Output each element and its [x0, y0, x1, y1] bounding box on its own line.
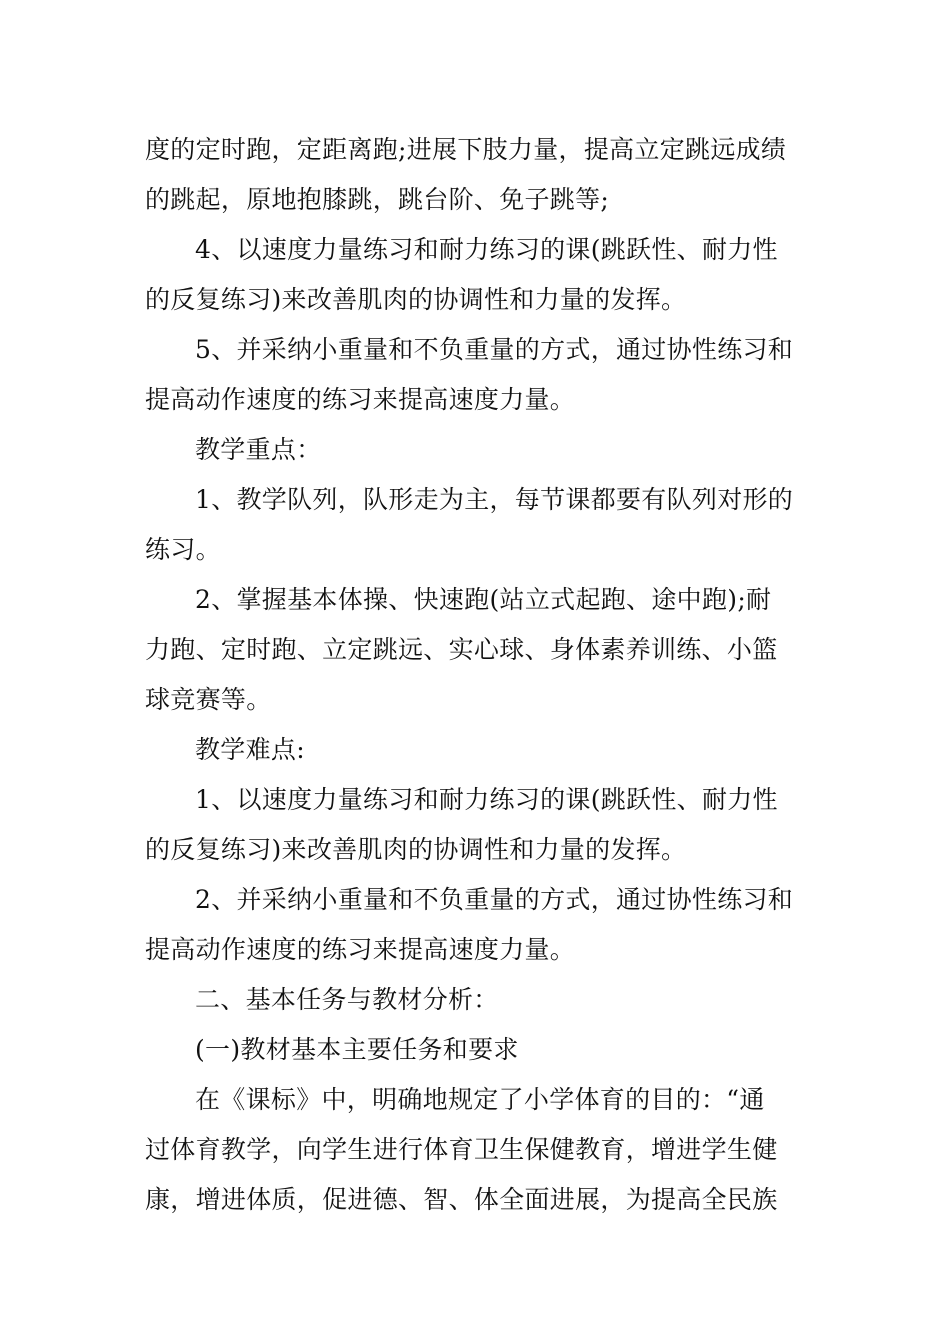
text-line: 的反复练习)来改善肌肉的协调性和力量的发挥。: [145, 285, 687, 314]
paragraph-item-4: 4、以速度力量练习和耐力练习的课(跳跃性、耐力性: [195, 235, 778, 264]
section-heading-tasks: 二、基本任务与教材分析：: [195, 985, 499, 1014]
paragraph-item-2: 2、并采纳小重量和不负重量的方式，通过协性练习和: [195, 885, 794, 914]
paragraph-item-1: 1、以速度力量练习和耐力练习的课(跳跃性、耐力性: [195, 785, 778, 814]
subsection-heading: (一)教材基本主要任务和要求: [195, 1035, 519, 1064]
paragraph-item-5: 5、并采纳小重量和不负重量的方式，通过协性练习和: [195, 335, 794, 364]
text-line: 的反复练习)来改善肌肉的协调性和力量的发挥。: [145, 835, 687, 864]
text-line: 提高动作速度的练习来提高速度力量。: [145, 935, 576, 964]
text-line: 力跑、定时跑、立定跳远、实心球、身体素养训练、小篮: [145, 635, 778, 664]
text-line: 康，增进体质，促进德、智、体全面进展，为提高全民族: [145, 1185, 778, 1214]
section-heading-difficulties: 教学难点:: [195, 735, 305, 764]
text-line: 过体育教学，向学生进行体育卫生保健教育，增进学生健: [145, 1135, 778, 1164]
paragraph-start: 在《课标》中，明确地规定了小学体育的目的：“通: [195, 1085, 765, 1114]
paragraph-item-2: 2、掌握基本体操、快速跑(站立式起跑、途中跑);耐: [195, 585, 772, 614]
text-line: 提高动作速度的练习来提高速度力量。: [145, 385, 576, 414]
text-line: 度的定时跑，定距离跑;进展下肢力量，提高立定跳远成绩: [145, 135, 787, 164]
text-line: 练习。: [145, 535, 221, 564]
text-line: 的跳起，原地抱膝跳，跳台阶、免子跳等;: [145, 185, 610, 214]
paragraph-item-1: 1、教学队列，队形走为主，每节课都要有队列对形的: [195, 485, 794, 514]
section-heading-key-points: 教学重点：: [195, 435, 322, 464]
text-line: 球竞赛等。: [145, 685, 272, 714]
